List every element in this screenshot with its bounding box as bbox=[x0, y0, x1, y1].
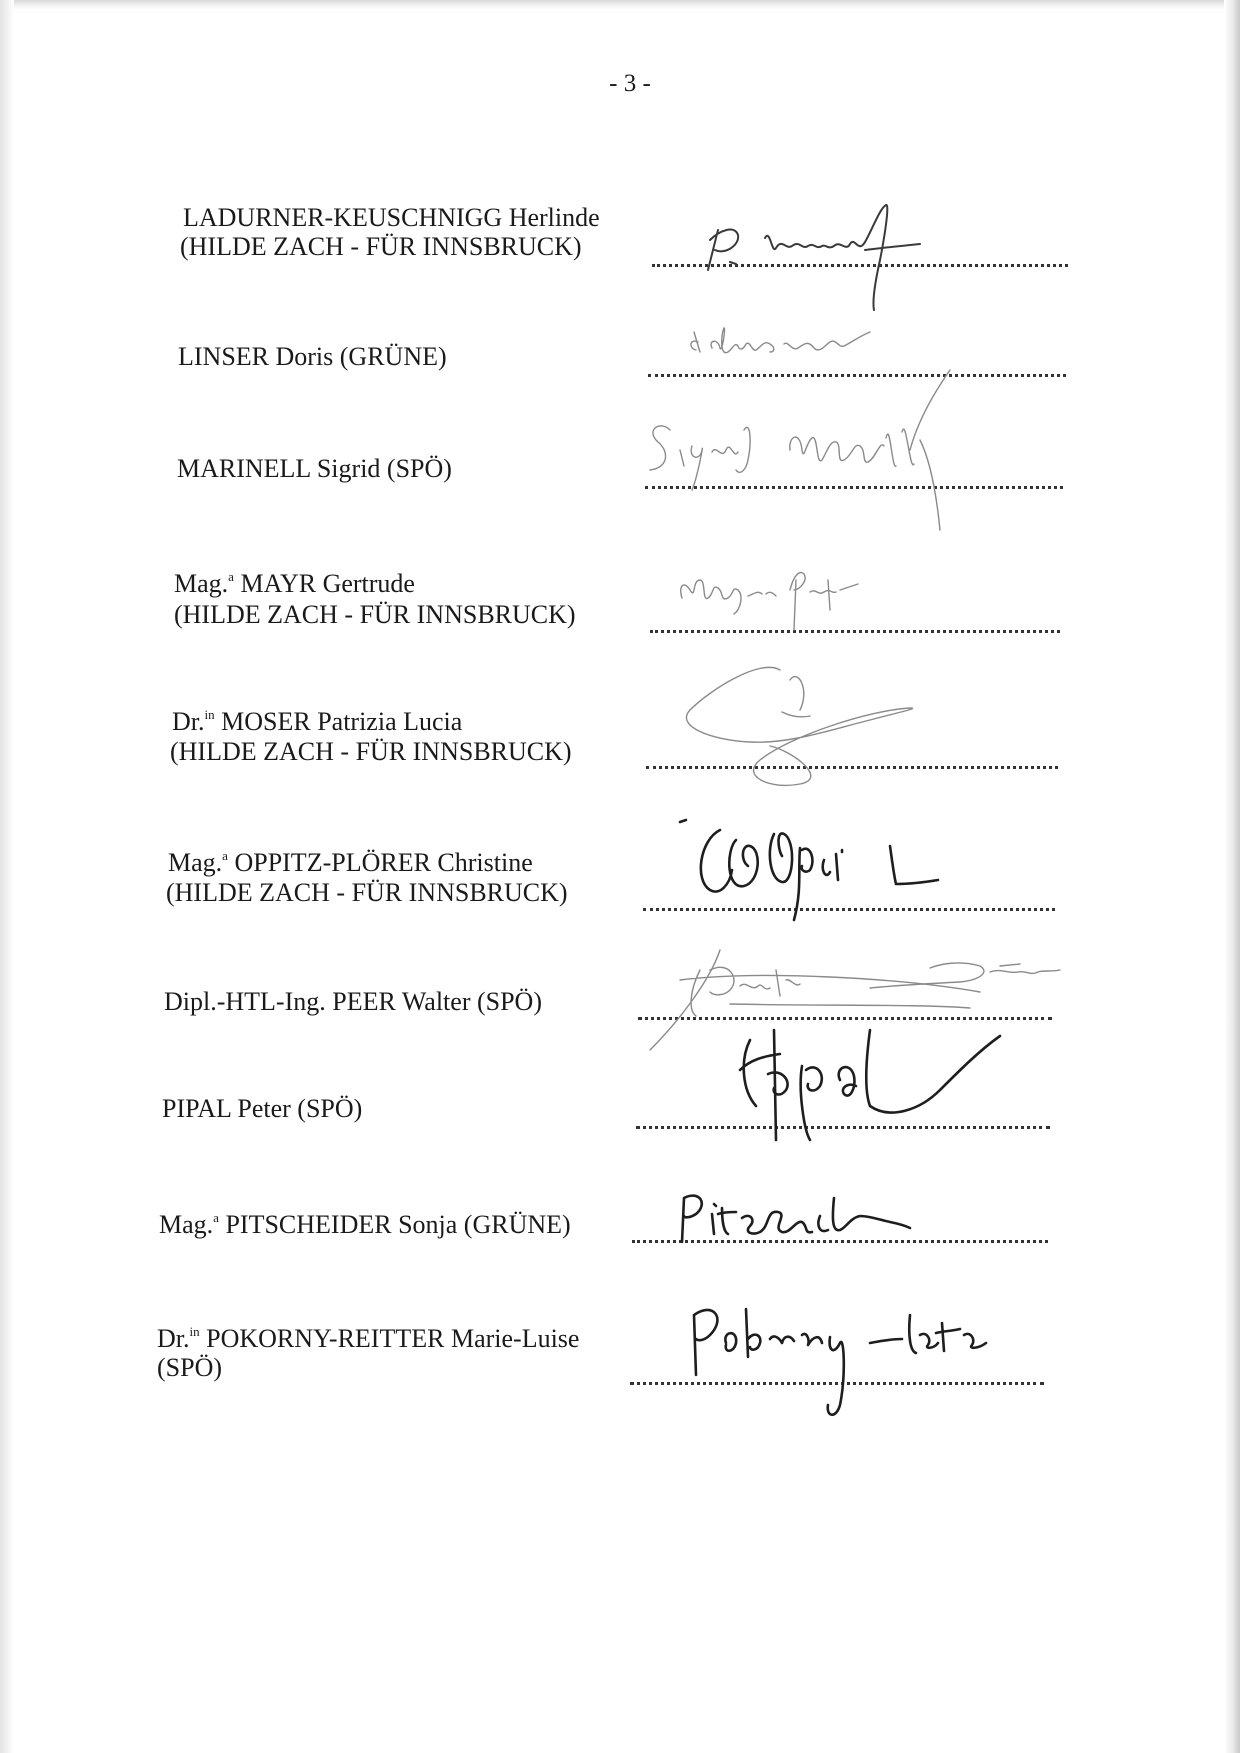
title-suffix: in bbox=[189, 1324, 200, 1339]
academic-title: Dr. bbox=[172, 707, 205, 736]
title-suffix: a bbox=[213, 1210, 219, 1225]
signatory-name bbox=[159, 1211, 571, 1239]
signatory-name bbox=[183, 204, 600, 232]
signatory-name: MARINELL Sigrid (SPÖ) bbox=[177, 454, 452, 483]
signatory-party: (HILDE ZACH - FÜR INNSBRUCK) bbox=[166, 878, 568, 907]
signatory-name: PIPAL Peter (SPÖ) bbox=[162, 1094, 363, 1123]
handwritten-signature bbox=[670, 650, 930, 800]
handwritten-signature bbox=[640, 380, 970, 540]
signatory-name bbox=[174, 570, 415, 598]
scan-edge-left bbox=[0, 0, 14, 1753]
signatory-party: (HILDE ZACH - FÜR INNSBRUCK) bbox=[174, 600, 576, 629]
scan-edge-right bbox=[1224, 0, 1240, 1753]
signatory-name: Dipl.-HTL-Ing. PEER Walter (SPÖ) bbox=[164, 987, 542, 1016]
handwritten-signature bbox=[720, 1010, 1040, 1150]
page-number: - 3 - bbox=[609, 70, 651, 97]
name-line1: LADURNER-KEUSCHNIGG Herlinde bbox=[183, 203, 600, 232]
title-suffix: a bbox=[228, 569, 234, 584]
handwritten-signature bbox=[680, 318, 900, 378]
handwritten-signature bbox=[670, 550, 910, 640]
signatory-name bbox=[157, 1325, 579, 1353]
academic-title: Mag. bbox=[168, 848, 223, 877]
signatory-party: (SPÖ) bbox=[157, 1353, 223, 1382]
signatory-party: (HILDE ZACH - FÜR INNSBRUCK) bbox=[180, 232, 582, 261]
handwritten-signature bbox=[690, 200, 970, 320]
name-line1: POKORNY-REITTER Marie-Luise bbox=[199, 1324, 580, 1353]
name-line1: PITSCHEIDER Sonja (GRÜNE) bbox=[218, 1210, 571, 1239]
title-suffix: a bbox=[222, 848, 228, 863]
academic-title: Mag. bbox=[174, 569, 229, 598]
signatory-name bbox=[172, 708, 462, 736]
name-line1: MOSER Patrizia Lucia bbox=[214, 707, 463, 736]
title-suffix: in bbox=[204, 707, 215, 722]
handwritten-signature bbox=[670, 1178, 930, 1258]
signatory-name: LINSER Doris (GRÜNE) bbox=[178, 342, 447, 371]
academic-title: Mag. bbox=[159, 1210, 214, 1239]
handwritten-signature bbox=[690, 810, 960, 940]
handwritten-signature bbox=[680, 1295, 1010, 1435]
academic-title: Dr. bbox=[157, 1324, 190, 1353]
name-line1: MAYR Gertrude bbox=[233, 569, 415, 598]
scan-edge-top bbox=[0, 0, 1240, 10]
signatory-party: (HILDE ZACH - FÜR INNSBRUCK) bbox=[170, 737, 572, 766]
name-line1: OPPITZ-PLÖRER Christine bbox=[227, 848, 533, 877]
signatory-name bbox=[168, 849, 533, 877]
